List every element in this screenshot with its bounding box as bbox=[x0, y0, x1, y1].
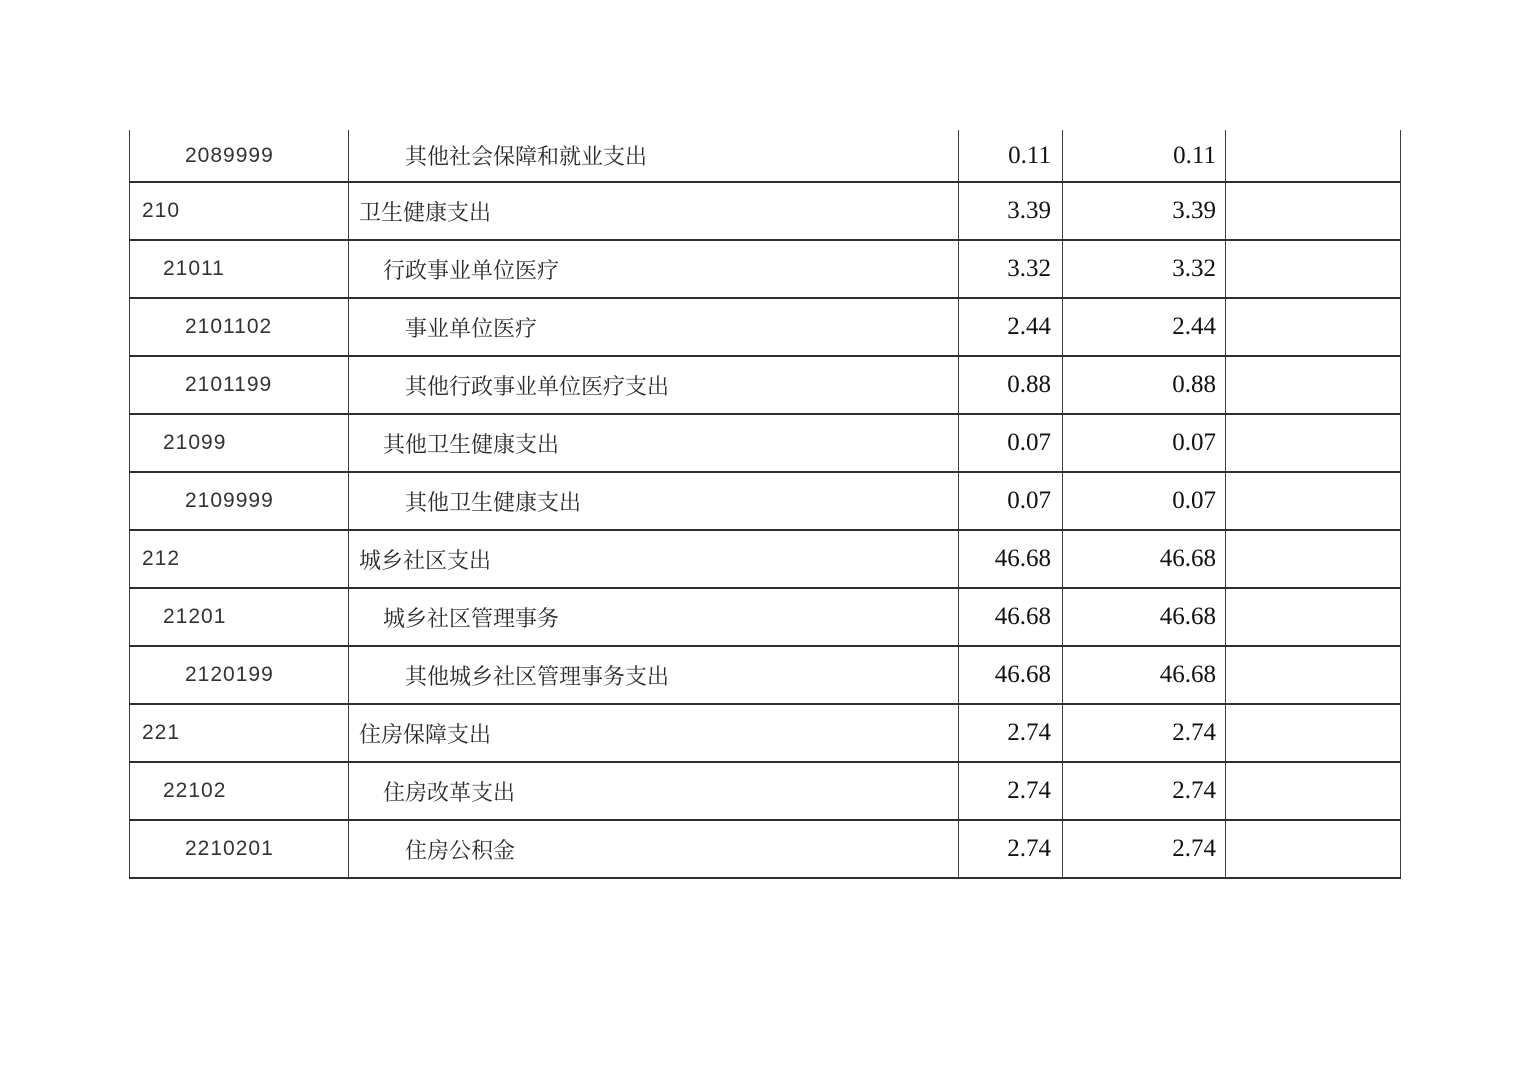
row-name-cell: 其他卫生健康支出 bbox=[349, 472, 959, 530]
table-row bbox=[130, 762, 1401, 820]
row-notes-cell bbox=[1226, 356, 1401, 414]
row-amount-a-cell: 2.74 bbox=[959, 820, 1063, 878]
row-amount-a-cell: 3.39 bbox=[959, 182, 1063, 240]
row-amount-b-cell: 2.44 bbox=[1063, 298, 1226, 356]
row-amount-a-cell: 2.74 bbox=[959, 762, 1063, 820]
row-notes-cell bbox=[1226, 130, 1401, 182]
row-name-cell: 事业单位医疗 bbox=[349, 298, 959, 356]
row-name-cell: 卫生健康支出 bbox=[349, 182, 959, 240]
row-amount-b-cell: 46.68 bbox=[1063, 530, 1226, 588]
row-name-cell: 住房保障支出 bbox=[349, 704, 959, 762]
row-code-cell: 21201 bbox=[130, 588, 349, 646]
row-amount-a-cell: 2.74 bbox=[959, 704, 1063, 762]
row-notes-cell bbox=[1226, 414, 1401, 472]
row-amount-b-cell: 3.32 bbox=[1063, 240, 1226, 298]
row-code-cell: 221 bbox=[130, 704, 349, 762]
row-code-cell: 22102 bbox=[130, 762, 349, 820]
row-amount-a-cell: 2.44 bbox=[959, 298, 1063, 356]
row-amount-a-cell: 0.07 bbox=[959, 414, 1063, 472]
row-code-cell: 210 bbox=[130, 182, 349, 240]
row-code-cell: 21099 bbox=[130, 414, 349, 472]
table-row bbox=[130, 130, 1401, 182]
row-name-cell: 住房公积金 bbox=[349, 820, 959, 878]
table-row bbox=[130, 240, 1401, 298]
table-row bbox=[130, 646, 1401, 704]
row-amount-b-cell: 46.68 bbox=[1063, 588, 1226, 646]
row-amount-b-cell: 2.74 bbox=[1063, 704, 1226, 762]
table-row bbox=[130, 356, 1401, 414]
row-code-cell: 2210201 bbox=[130, 820, 349, 878]
row-amount-a-cell: 0.11 bbox=[959, 130, 1063, 182]
row-code-cell: 212 bbox=[130, 530, 349, 588]
row-notes-cell bbox=[1226, 472, 1401, 530]
row-name-cell: 其他行政事业单位医疗支出 bbox=[349, 356, 959, 414]
row-notes-cell bbox=[1226, 704, 1401, 762]
row-code-cell: 2101102 bbox=[130, 298, 349, 356]
row-amount-b-cell: 0.07 bbox=[1063, 414, 1226, 472]
row-notes-cell bbox=[1226, 762, 1401, 820]
row-amount-b-cell: 2.74 bbox=[1063, 762, 1226, 820]
expenditure-classification-table bbox=[129, 130, 1401, 879]
row-name-cell: 行政事业单位医疗 bbox=[349, 240, 959, 298]
row-code-cell: 2089999 bbox=[130, 130, 349, 182]
row-name-cell: 城乡社区支出 bbox=[349, 530, 959, 588]
table-row bbox=[130, 588, 1401, 646]
row-amount-a-cell: 3.32 bbox=[959, 240, 1063, 298]
row-notes-cell bbox=[1226, 820, 1401, 878]
row-amount-b-cell: 3.39 bbox=[1063, 182, 1226, 240]
row-code-cell: 2120199 bbox=[130, 646, 349, 704]
row-notes-cell bbox=[1226, 646, 1401, 704]
row-notes-cell bbox=[1226, 240, 1401, 298]
row-notes-cell bbox=[1226, 588, 1401, 646]
table-row bbox=[130, 820, 1401, 878]
table-row bbox=[130, 182, 1401, 240]
row-amount-b-cell: 0.88 bbox=[1063, 356, 1226, 414]
row-name-cell: 城乡社区管理事务 bbox=[349, 588, 959, 646]
row-code-cell: 2101199 bbox=[130, 356, 349, 414]
row-amount-b-cell: 0.07 bbox=[1063, 472, 1226, 530]
row-code-cell: 21011 bbox=[130, 240, 349, 298]
row-amount-b-cell: 0.11 bbox=[1063, 130, 1226, 182]
row-amount-b-cell: 2.74 bbox=[1063, 820, 1226, 878]
row-name-cell: 其他城乡社区管理事务支出 bbox=[349, 646, 959, 704]
row-notes-cell bbox=[1226, 530, 1401, 588]
table-body bbox=[130, 130, 1401, 878]
table-row bbox=[130, 414, 1401, 472]
row-notes-cell bbox=[1226, 298, 1401, 356]
row-name-cell: 住房改革支出 bbox=[349, 762, 959, 820]
row-amount-a-cell: 0.07 bbox=[959, 472, 1063, 530]
table-row bbox=[130, 298, 1401, 356]
row-amount-a-cell: 0.88 bbox=[959, 356, 1063, 414]
table-row bbox=[130, 704, 1401, 762]
row-amount-a-cell: 46.68 bbox=[959, 646, 1063, 704]
table-row bbox=[130, 530, 1401, 588]
row-amount-a-cell: 46.68 bbox=[959, 588, 1063, 646]
table-row bbox=[130, 472, 1401, 530]
row-name-cell: 其他卫生健康支出 bbox=[349, 414, 959, 472]
row-code-cell: 2109999 bbox=[130, 472, 349, 530]
row-amount-a-cell: 46.68 bbox=[959, 530, 1063, 588]
row-amount-b-cell: 46.68 bbox=[1063, 646, 1226, 704]
row-notes-cell bbox=[1226, 182, 1401, 240]
row-name-cell: 其他社会保障和就业支出 bbox=[349, 130, 959, 182]
budget-table-container bbox=[129, 130, 1401, 879]
